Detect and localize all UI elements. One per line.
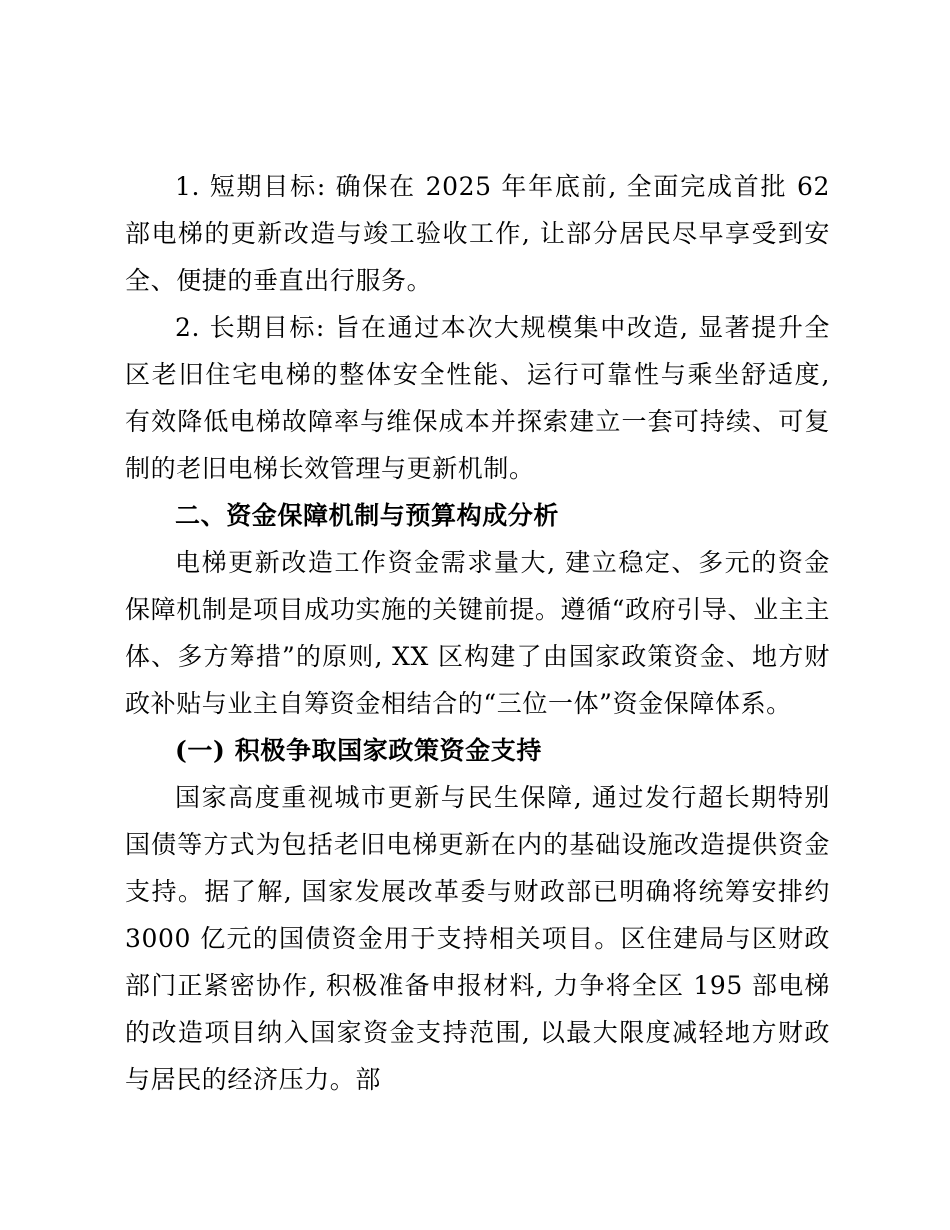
national-funds-paragraph: 国家高度重视城市更新与民生保障, 通过发行超长期特别国债等方式为包括老旧电梯更新在内的基础设施改造提供资金支持。据了解, 国家发展改革委与财政部已明确将统筹安排约 3000 亿元的国债资金用于支持相关项目。区住建局与区财政部门正紧密协作, 积极准备申报材料, 力争将全区 195 部电梯的改造项目纳入国家资金支持范围, 以最大限度减轻地方财政与居民的经济压力。部: [125, 783, 830, 1094]
subsection-heading-national-funds: (一) 积极争取国家政策资金支持: [175, 736, 542, 765]
document-body: [125, 163, 830, 1103]
short-term-goal-paragraph: 1. 短期目标: 确保在 2025 年年底前, 全面完成首批 62 部电梯的更新改造与竣工验收工作, 让部分居民尽早享受到安全、便捷的垂直出行服务。: [125, 172, 830, 295]
section-heading-funding: 二、资金保障机制与预算构成分析: [175, 501, 560, 530]
funding-intro-paragraph: 电梯更新改造工作资金需求量大, 建立稳定、多元的资金保障机制是项目成功实施的关键前提。遵循“政府引导、业主主体、多方筹措”的原则, XX 区构建了由国家政策资金、地方财政补贴与业主自筹资金相结合的“三位一体”资金保障体系。: [125, 548, 830, 718]
long-term-goal-paragraph: 2. 长期目标: 旨在通过本次大规模集中改造, 显著提升全区老旧住宅电梯的整体安全性能、运行可靠性与乘坐舒适度, 有效降低电梯故障率与维保成本并探索建立一套可持续、可复制的老旧电梯长效管理与更新机制。: [125, 313, 830, 483]
